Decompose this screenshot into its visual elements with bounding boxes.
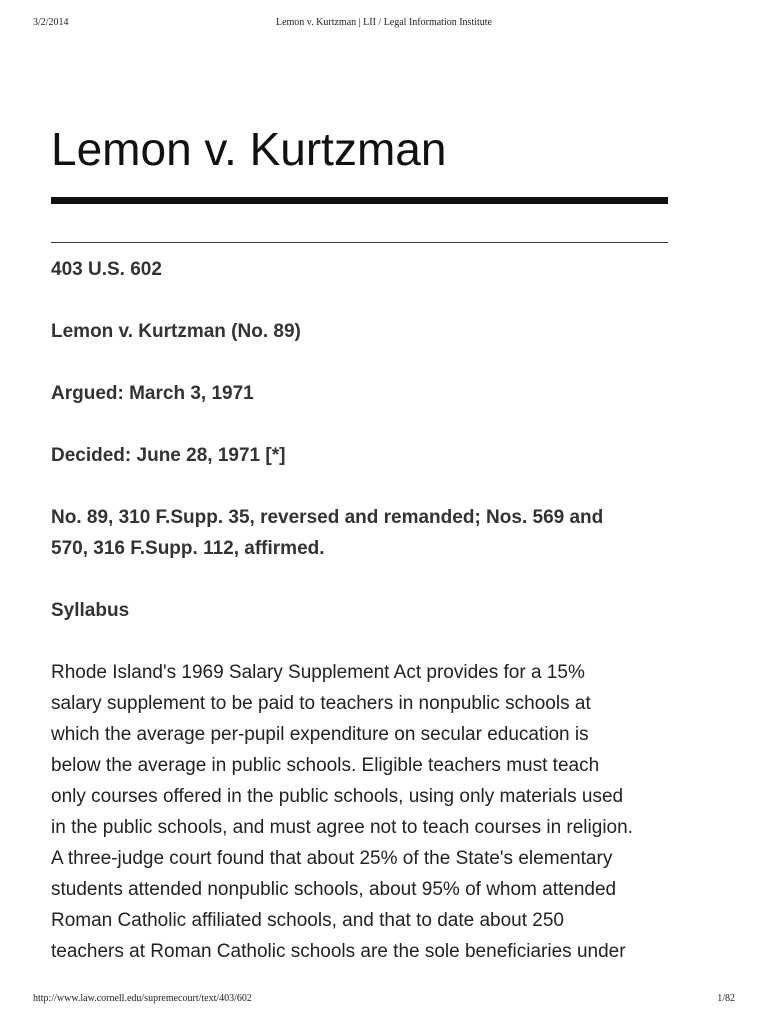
argued-date: Argued: March 3, 1971 bbox=[51, 383, 254, 404]
case-name: Lemon v. Kurtzman (No. 89) bbox=[51, 321, 301, 342]
syllabus-line: which the average per-pupil expenditure on secular education is bbox=[51, 724, 589, 745]
case-citation: 403 U.S. 602 bbox=[51, 259, 162, 280]
print-header bbox=[33, 17, 735, 31]
syllabus-line: Roman Catholic affiliated schools, and that to date about 250 bbox=[51, 910, 564, 931]
disposition-line: No. 89, 310 F.Supp. 35, reversed and remanded; Nos. 569 and bbox=[51, 507, 604, 528]
syllabus-line: salary supplement to be paid to teachers in nonpublic schools at bbox=[51, 693, 591, 714]
syllabus-line: teachers at Roman Catholic schools are the sole beneficiaries under bbox=[51, 941, 626, 962]
title-underline bbox=[51, 197, 668, 204]
page-title: Lemon v. Kurtzman bbox=[51, 123, 447, 175]
print-page-title: Lemon v. Kurtzman | LII / Legal Information Institute bbox=[275, 17, 492, 28]
syllabus-line: Rhode Island's 1969 Salary Supplement Act provides for a 15% bbox=[51, 662, 585, 683]
print-url: http://www.law.cornell.edu/supremecourt/text/403/602 bbox=[33, 993, 252, 1004]
syllabus-line: below the average in public schools. Eligible teachers must teach bbox=[51, 755, 600, 776]
disposition-line: 570, 316 F.Supp. 112, affirmed. bbox=[51, 538, 325, 559]
decided-date: Decided: June 28, 1971 [*] bbox=[51, 445, 286, 466]
syllabus-line: in the public schools, and must agree not to teach courses in religion. bbox=[51, 817, 633, 838]
print-date: 3/2/2014 bbox=[33, 17, 69, 28]
syllabus-line: students attended nonpublic schools, about 95% of whom attended bbox=[51, 879, 617, 900]
syllabus-paragraph bbox=[51, 657, 668, 967]
section-divider bbox=[51, 242, 668, 243]
syllabus-line: A three-judge court found that about 25% of the State's elementary bbox=[51, 848, 613, 869]
syllabus-heading: Syllabus bbox=[51, 600, 130, 621]
print-footer bbox=[33, 993, 735, 1007]
case-disposition bbox=[51, 502, 603, 564]
syllabus-line: only courses offered in the public schools, using only materials used bbox=[51, 786, 624, 807]
page-number: 1/82 bbox=[717, 993, 735, 1004]
